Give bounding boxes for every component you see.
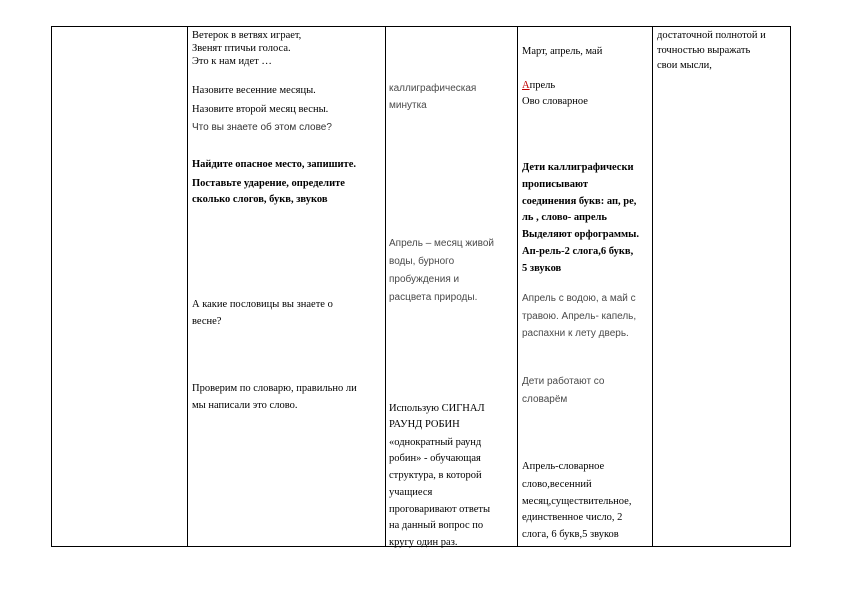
method-cell [389, 27, 516, 546]
outcome-cell [657, 27, 790, 546]
outcome-line: достаточной полнотой и [657, 30, 766, 41]
calligraphy-label: минутка [389, 100, 427, 111]
poem-line: Это к нам идет … [192, 56, 272, 67]
april-word [522, 79, 555, 92]
teacher-activity-cell [192, 27, 384, 546]
task-line: Поставьте ударение, определите [192, 178, 345, 189]
question-word: Что вы знаете об этом слове? [192, 122, 332, 133]
proverb-line: Апрель с водою, а май с [522, 293, 636, 304]
calligraphy-desc: Дети каллиграфически [522, 162, 634, 173]
lesson-table [51, 26, 791, 547]
column-divider [187, 27, 188, 546]
column-divider [385, 27, 386, 546]
question-second-month: Назовите второй месяц весны. [192, 104, 329, 115]
method-line: «однократный раунд [389, 437, 482, 448]
summary-line: слово,весенний [522, 479, 592, 490]
calligraphy-desc: Ап-рель-2 слога,6 букв, [522, 246, 634, 257]
task-line: Найдите опасное место, запишите. [192, 159, 356, 170]
column-divider [517, 27, 518, 546]
method-line: проговаривают ответы [389, 504, 491, 515]
months-answer: Март, апрель, май [522, 46, 603, 57]
outcome-line: точностью выражать [657, 45, 751, 56]
dictionary-work: Дети работают со [522, 376, 605, 387]
method-line: робин» - обучающая [389, 453, 481, 464]
calligraphy-desc: ль , слово- апрель [522, 212, 607, 223]
dictionary-check: мы написали это слово. [192, 400, 298, 411]
outcome-line: свои мысли, [657, 60, 712, 71]
calligraphy-desc: прописывают [522, 179, 589, 190]
april-info: пробуждения и [389, 274, 460, 285]
proverb-line: распахни к лету дверь. [522, 328, 629, 339]
poem-line: Звенят птичьи голоса. [192, 43, 291, 54]
april-rest: прель [529, 80, 556, 91]
proverb-line: травою. Апрель- капель, [522, 311, 637, 322]
april-info: расцвета природы. [389, 292, 478, 303]
calligraphy-label: каллиграфическая [389, 83, 477, 94]
method-line: Использую СИГНАЛ [389, 403, 485, 414]
april-info: Апрель – месяц живой [389, 238, 495, 249]
column-divider [652, 27, 653, 546]
proverb-question: весне? [192, 316, 222, 327]
april-info: воды, бурного [389, 256, 455, 267]
method-line: структура, в которой [389, 470, 482, 481]
dictionary-check: Проверим по словарю, правильно ли [192, 383, 357, 394]
poem-line: Ветерок в ветвях играет, [192, 30, 302, 41]
dictionary-word: Ово словарное [522, 96, 588, 107]
april-first-letter: А [522, 80, 530, 91]
calligraphy-desc: 5 звуков [522, 263, 562, 274]
summary-line: месяц,существительное, [522, 496, 632, 507]
dictionary-work: словарём [522, 394, 568, 405]
summary-line: единственное число, 2 [522, 512, 623, 523]
proverb-question: А какие пословицы вы знаете о [192, 299, 333, 310]
student-activity-cell [522, 27, 651, 546]
question-months: Назовите весенние месяцы. [192, 85, 316, 96]
task-line: сколько слогов, букв, звуков [192, 194, 328, 205]
summary-line: Апрель-словарное [522, 461, 605, 472]
calligraphy-desc: соединения букв: ап, ре, [522, 196, 637, 207]
method-line: кругу один раз. [389, 537, 458, 548]
method-line: на данный вопрос по [389, 520, 484, 531]
method-line: учащиеся [389, 487, 433, 498]
summary-line: слога, 6 букв,5 звуков [522, 529, 619, 540]
calligraphy-desc: Выделяют орфограммы. [522, 229, 640, 240]
method-line: РАУНД РОБИН [389, 419, 460, 430]
